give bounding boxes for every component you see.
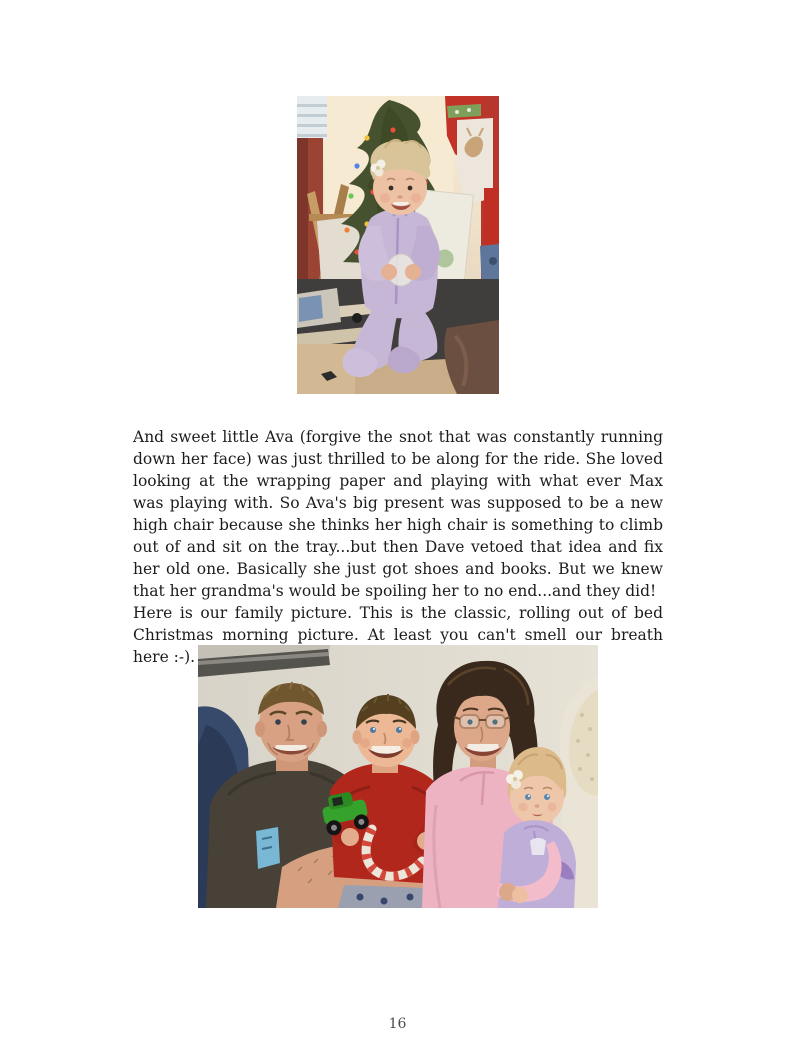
page-number: 16	[388, 1016, 407, 1032]
window-blind	[297, 96, 327, 140]
family-photo-illustration	[198, 645, 598, 908]
paragraph-ava: And sweet little Ava (forgive the snot that was constantly running down her face) was just thrilled to be along for the ride. She loved looking at the wrapping paper and playing with what ever Max was playing with. So Ava's big present was supposed to be a new high chair because she thinks her high chair is something to climb out of and sit on the tray...but then Dave vetoed that idea and fix her old one. Basically she just got shoes and books. But we knew that her grandma's would be spoiling her to no end...and they did!	[133, 428, 663, 600]
ava-photo-illustration	[297, 96, 499, 394]
body-text	[133, 426, 663, 668]
ava-christmas-photo	[297, 96, 499, 394]
paragraph-family-picture: Here is our family picture. This is the classic, rolling out of bed Christmas morning picture. At least you can't smell our breath here :-).	[133, 604, 663, 666]
family-christmas-photo	[198, 645, 598, 908]
